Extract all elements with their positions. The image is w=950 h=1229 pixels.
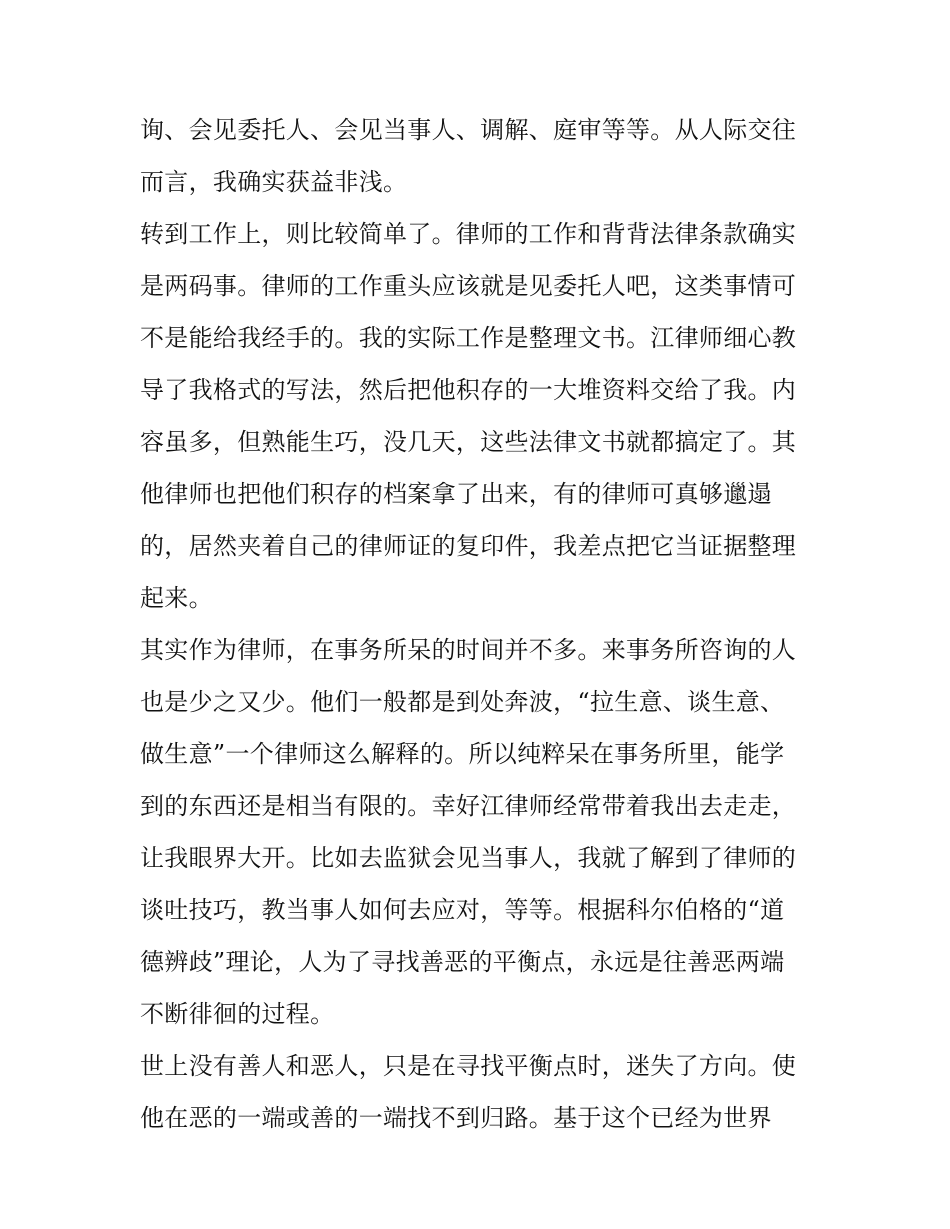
text-line: 让我眼界大开。比如去监狱会见当事人，我就了解到了律师的 — [140, 844, 797, 872]
text-line: 谈吐技巧，教当事人如何去应对，等等。根据科尔伯格的“道 — [140, 896, 785, 924]
text-line: 做生意”一个律师这么解释的。所以纯粹呆在事务所里，能学 — [140, 740, 785, 768]
text-line: 起来。 — [140, 584, 213, 612]
text-line: 他在恶的一端或善的一端找不到归路。基于这个已经为世界 — [140, 1104, 772, 1132]
text-line: 容虽多，但熟能生巧，没几天，这些法律文书就都搞定了。其 — [140, 428, 797, 456]
text-line: 而言，我确实获益非浅。 — [140, 168, 408, 196]
text-line: 德辨歧”理论，人为了寻找善恶的平衡点，永远是往善恶两端 — [140, 948, 785, 976]
text-line: 他律师也把他们积存的档案拿了出来，有的律师可真够邋遢 — [140, 480, 772, 508]
body-text — [140, 104, 820, 1144]
text-line: 不断徘徊的过程。 — [140, 1000, 335, 1028]
text-line: 其实作为律师，在事务所呆的时间并不多。来事务所咨询的人 — [140, 636, 797, 664]
text-line: 转到工作上，则比较简单了。律师的工作和背背法律条款确实 — [140, 220, 797, 248]
text-line: 询、会见委托人、会见当事人、调解、庭审等等。从人际交往 — [140, 116, 797, 144]
text-line: 也是少之又少。他们一般都是到处奔波，“拉生意、谈生意、 — [140, 688, 785, 716]
text-line: 的，居然夹着自己的律师证的复印件，我差点把它当证据整理 — [140, 532, 797, 560]
text-line: 到的东西还是相当有限的。幸好江律师经常带着我出去走走， — [140, 792, 797, 820]
text-line: 是两码事。律师的工作重头应该就是见委托人吧，这类事情可 — [140, 272, 797, 300]
text-line: 导了我格式的写法，然后把他积存的一大堆资料交给了我。内 — [140, 376, 797, 404]
text-line: 不是能给我经手的。我的实际工作是整理文书。江律师细心教 — [140, 324, 797, 352]
text-line: 世上没有善人和恶人，只是在寻找平衡点时，迷失了方向。使 — [140, 1052, 797, 1080]
